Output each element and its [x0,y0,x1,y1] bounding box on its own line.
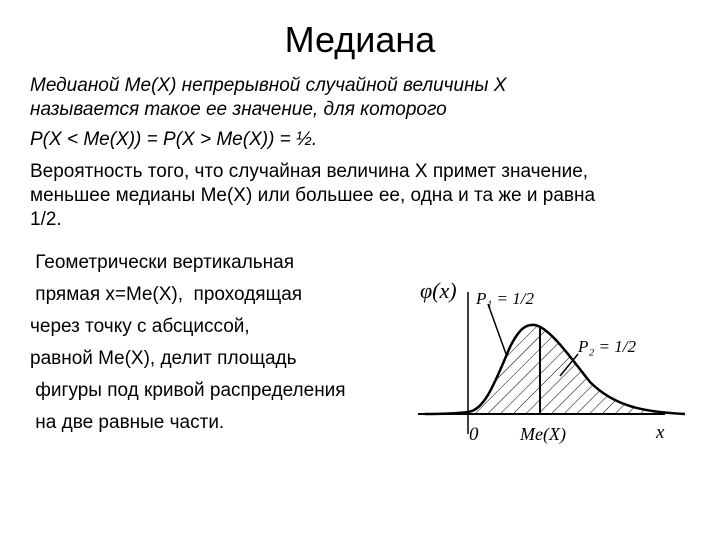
probability-line: 1/2. [30,209,62,230]
median-definition [30,74,710,152]
p1-pointer [488,304,506,354]
distribution-figure [410,262,700,462]
origin-label: 0 [469,424,479,445]
geometry-line: на две равные части. [30,412,225,433]
definition-formula: P(X < Me(X)) = P(X > Me(X)) = ½. [30,129,318,150]
probability-line: Вероятность того, что случайная величина X примет значение, [30,161,589,182]
geometric-interpretation [30,247,410,439]
probability-statement [30,160,710,232]
geometry-line: Геометрически вертикальная [30,252,295,273]
definition-line: называется такое ее значение, для которого [30,99,447,120]
geometry-line: через точку с абсциссой, [30,316,250,337]
geometry-line: равной Me(X), делит площадь [30,348,297,369]
geometry-line: прямая x=Me(X), проходящая [30,284,303,305]
p1-label: P₁ = 1/2 [476,289,534,308]
x-axis-label: x [656,422,665,443]
p2-label: P₂ = 1/2 [578,337,636,356]
geometry-line: фигуры под кривой распределения [30,380,346,401]
probability-line: меньшее медианы Me(X) или большее ее, одна и та же и равна [30,185,596,206]
median-label: Me(X) [520,424,566,444]
slide-title: Медиана [284,19,436,60]
y-axis-label: φ(x) [420,278,457,303]
definition-line: Медианой Me(X) непрерывной случайной величины X [30,75,507,96]
